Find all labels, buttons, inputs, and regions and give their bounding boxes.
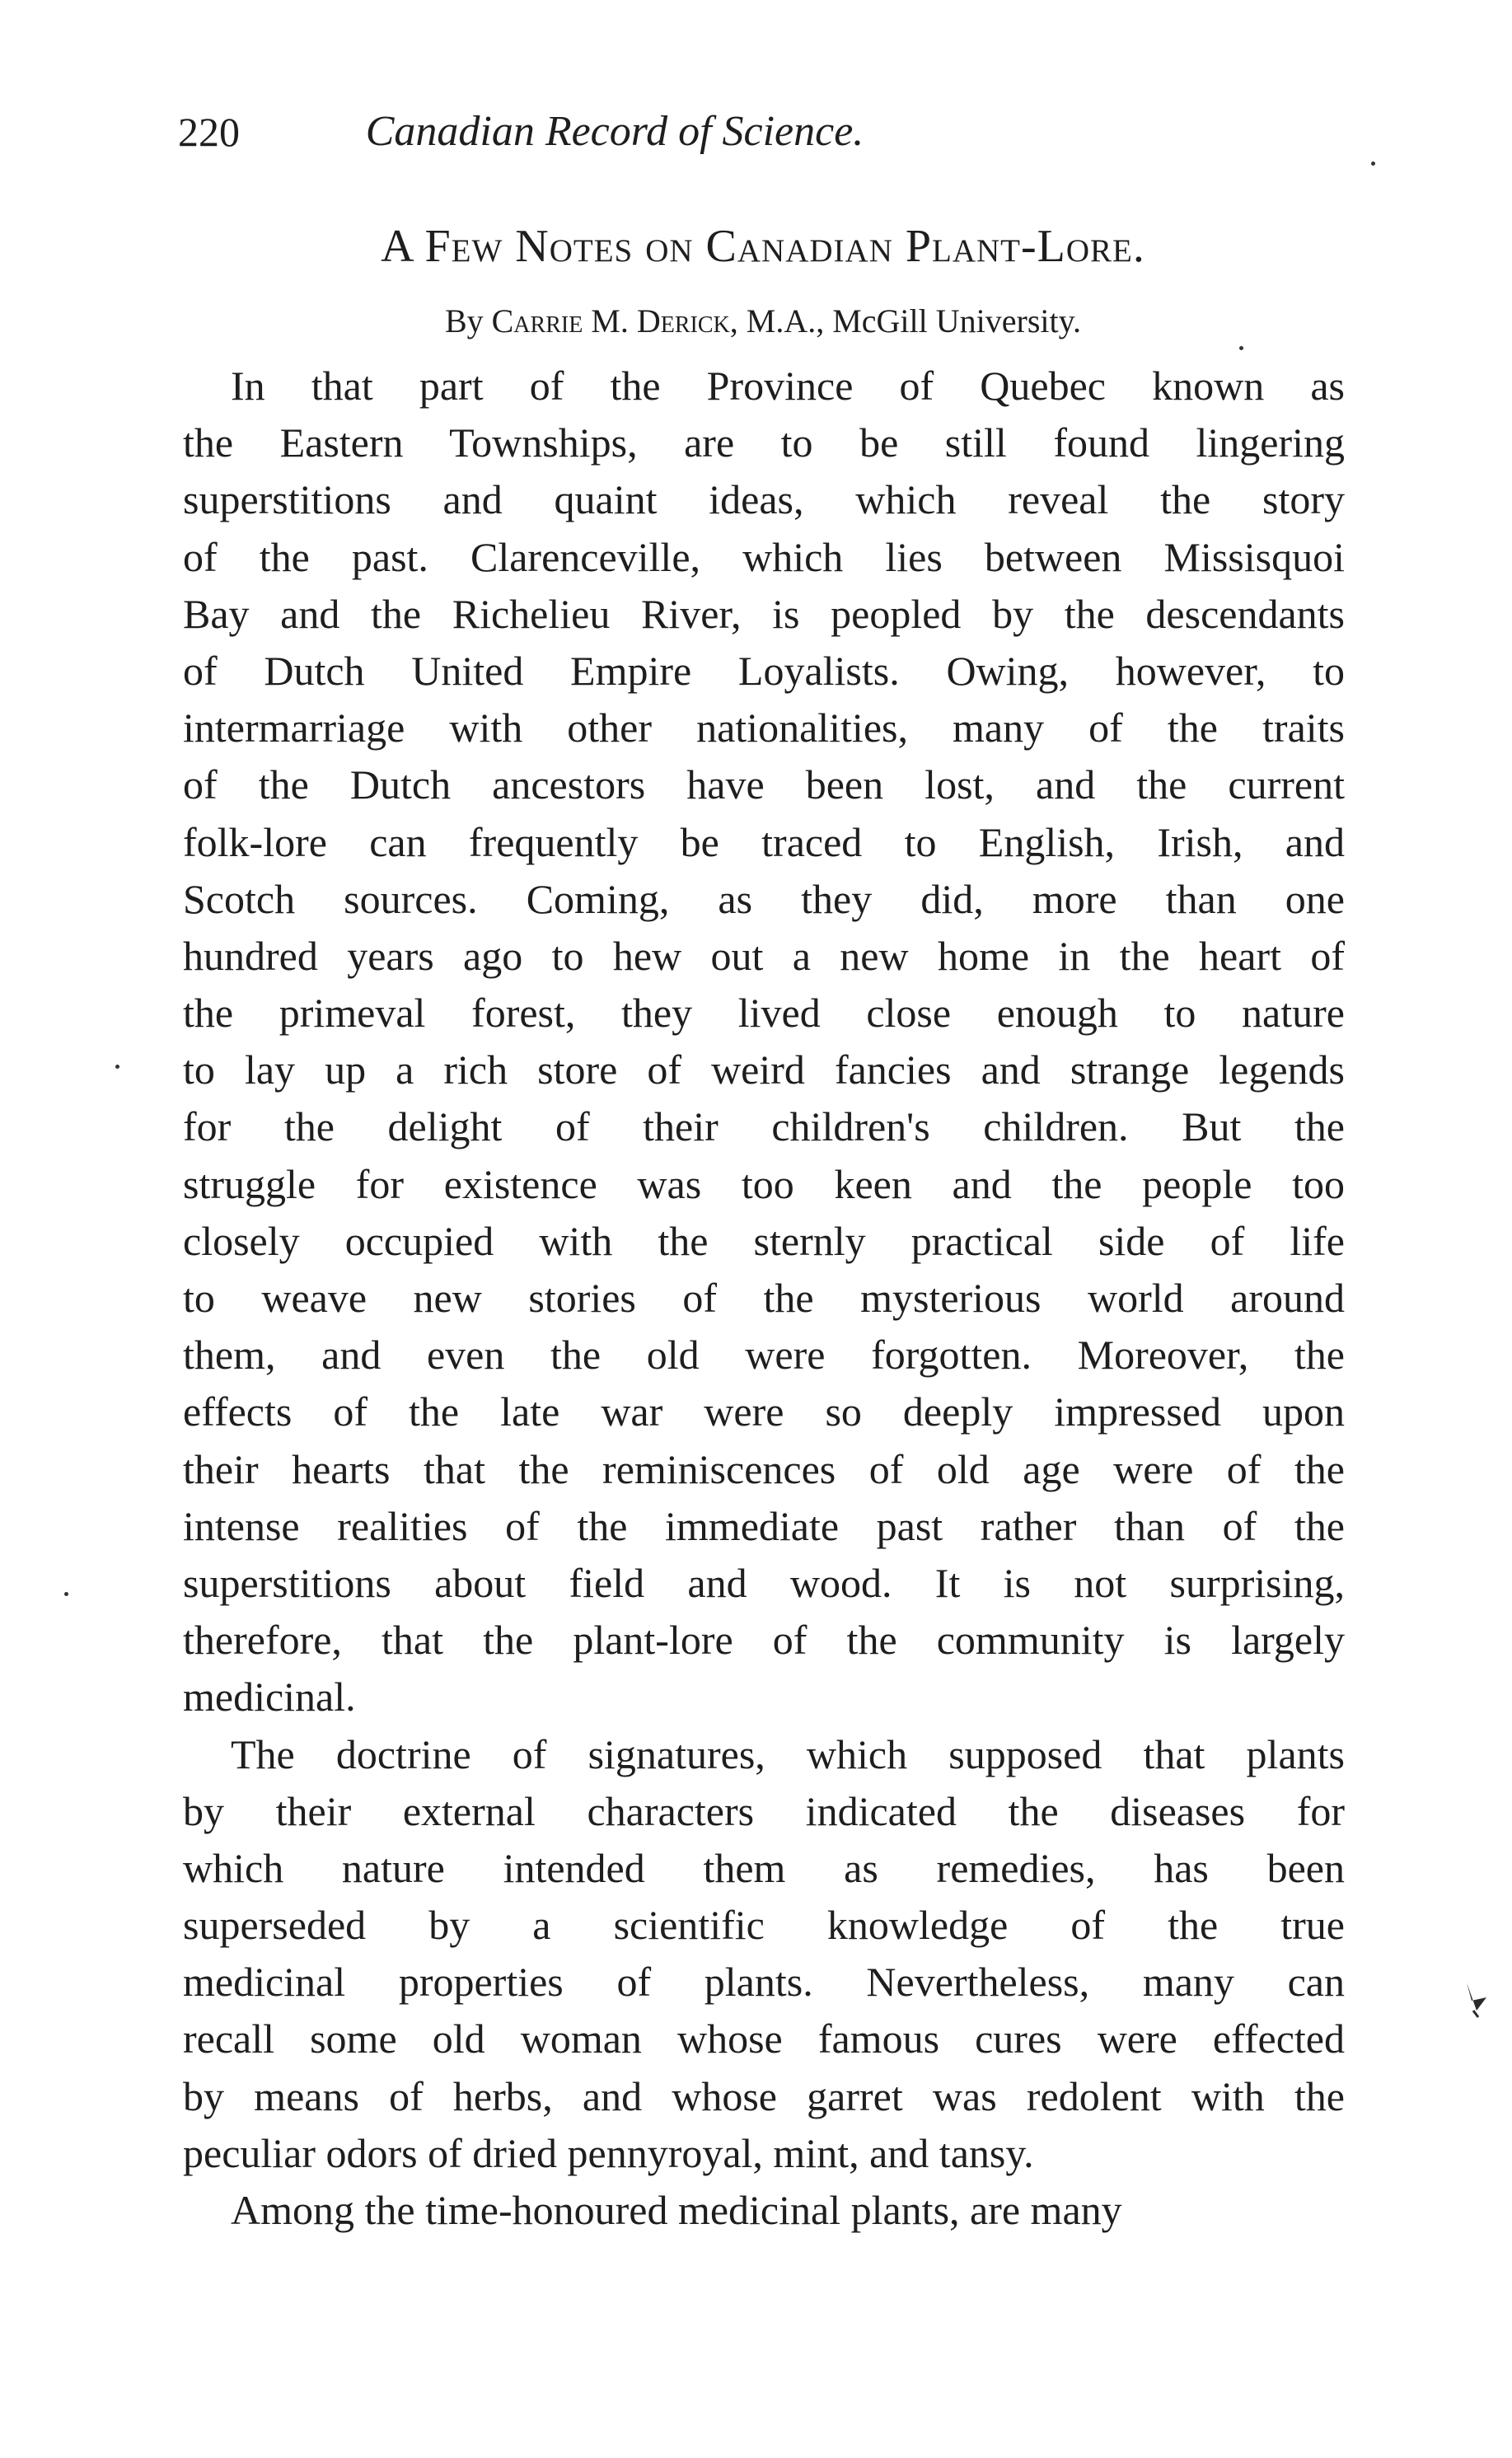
text-line: struggle for existence was too keen and the people too: [183, 1160, 1345, 1207]
scan-speck: [1239, 346, 1243, 350]
text-line: Among the time-honoured medicinal plants, are many: [231, 2187, 1122, 2233]
text-line: by their external characters indicated the diseases for: [183, 1787, 1345, 1834]
text-line: them, and even the old were forgotten. Moreover, the: [183, 1332, 1345, 1379]
byline-prefix: By: [444, 302, 492, 339]
text-line: therefore, that the plant-lore of the community is largely: [183, 1617, 1345, 1664]
byline-author: Carrie M. Derick: [491, 302, 730, 339]
text-line: by means of herbs, and whose garret was redolent with the: [183, 2072, 1345, 2119]
text-line: Scotch sources. Coming, as they did, more than one: [183, 875, 1345, 922]
text-line: intense realities of the immediate past rather than of the: [183, 1502, 1345, 1549]
article-title: A Few Notes on Canadian Plant-Lore.: [381, 221, 1145, 272]
text-line: the primeval forest, they lived close enough to nature: [183, 990, 1345, 1037]
running-title: Canadian Record of Science.: [365, 108, 864, 155]
text-line: In that part of the Province of Quebec known as: [231, 363, 1345, 409]
text-line: intermarriage with other nationalities, many of the traits: [183, 705, 1345, 751]
text-line: recall some old woman whose famous cures were effected: [183, 2016, 1345, 2062]
text-line: effects of the late war were so deeply impressed upon: [183, 1388, 1345, 1435]
text-line: of Dutch United Empire Loyalists. Owing, however, to: [183, 647, 1345, 694]
text-line: their hearts that the reminiscences of old age were of the: [183, 1445, 1345, 1492]
margin-pencil-mark: [1460, 1978, 1493, 2019]
page-header: [178, 99, 1348, 165]
text-line: medicinal properties of plants. Nevertheless, many can: [183, 1959, 1345, 2006]
text-line: The doctrine of signatures, which supposed that plants: [231, 1730, 1345, 1777]
text-line: medicinal.: [183, 1674, 356, 1721]
text-line: superstitions about field and wood. It is not surprising,: [183, 1559, 1345, 1606]
text-line: superseded by a scientific knowledge of the true: [183, 1902, 1345, 1949]
text-line: peculiar odors of dried pennyroyal, mint, and tansy.: [183, 2129, 1034, 2176]
byline: [178, 297, 1348, 346]
text-line: for the delight of their children's children. But the: [183, 1103, 1345, 1150]
scan-speck: [115, 1065, 119, 1069]
page-number: 220: [178, 109, 240, 155]
byline-affiliation: , M.A., McGill University.: [729, 302, 1082, 339]
text-line: of the Dutch ancestors have been lost, and the current: [183, 761, 1345, 808]
article-body: [183, 358, 1345, 2239]
text-line: Bay and the Richelieu River, is peopled by the descendants: [183, 590, 1345, 637]
text-line: of the past. Clarenceville, which lies between Missisquoi: [183, 533, 1345, 580]
text-line: which nature intended them as remedies, has been: [183, 1844, 1345, 1891]
text-line: to lay up a rich store of weird fancies and strange legends: [183, 1046, 1345, 1093]
text-line: hundred years ago to hew out a new home in the heart of: [183, 932, 1345, 979]
scan-speck: [1371, 162, 1375, 166]
text-line: superstitions and quaint ideas, which reveal the story: [183, 476, 1345, 523]
scan-speck: [64, 1592, 68, 1596]
text-line: folk-lore can frequently be traced to English, Irish, and: [183, 818, 1345, 865]
text-line: closely occupied with the sternly practical side of life: [183, 1217, 1345, 1264]
text-line: to weave new stories of the mysterious world around: [183, 1275, 1345, 1321]
text-line: the Eastern Townships, are to be still found lingering: [183, 419, 1345, 466]
